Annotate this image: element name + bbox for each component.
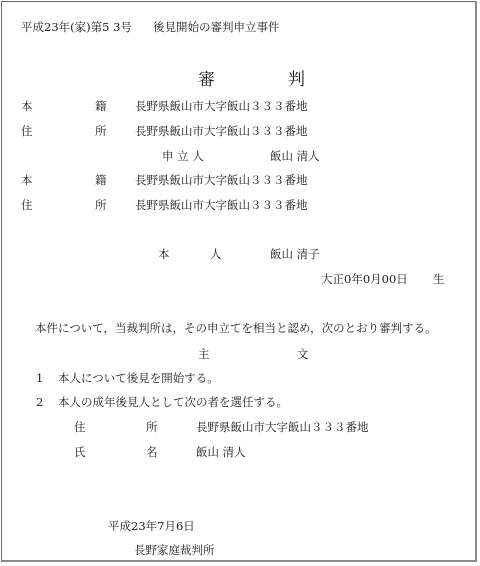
- item-text: 本人の成年後見人として次の者を選任する。: [58, 395, 288, 409]
- title-char-2: 判: [288, 70, 305, 90]
- item-text: 本人について後見を開始する。: [58, 371, 219, 385]
- principal-honseki-label-2: 籍: [95, 173, 107, 187]
- document-page: [1, 1, 477, 562]
- guardian-jusho-value: 長野県飯山市大字飯山３３３番地: [196, 420, 369, 434]
- applicant-jusho-label-2: 所: [95, 124, 107, 138]
- item-number: 2: [36, 395, 44, 409]
- applicant-honseki-label-2: 籍: [95, 99, 107, 113]
- principal-birthdate: 大正0年0月00日: [321, 272, 408, 286]
- principal-jusho-label-1: 住: [21, 198, 33, 212]
- case-name: 後見開始の審判申立事件: [153, 20, 280, 34]
- applicant-name: 飯山 清人: [270, 149, 320, 163]
- title-char-1: 審: [198, 70, 215, 90]
- applicant-honseki-label-1: 本: [21, 99, 33, 113]
- applicant-jusho-label-1: 住: [21, 124, 33, 138]
- applicant-honseki-value: 長野県飯山市大字飯山３３３番地: [135, 99, 308, 113]
- principal-jusho-value: 長野県飯山市大字飯山３３３番地: [135, 198, 308, 212]
- principal-name: 飯山 清子: [270, 247, 320, 261]
- applicant-jusho-value: 長野県飯山市大字飯山３３３番地: [135, 124, 308, 138]
- principal-jusho-label-2: 所: [95, 198, 107, 212]
- main-text-heading-char-2: 文: [297, 347, 309, 361]
- principal-role-1: 本: [158, 247, 170, 261]
- guardian-name: 飯山 清人: [196, 445, 246, 459]
- principal-role-2: 人: [210, 247, 222, 261]
- guardian-jusho-label-2: 所: [146, 420, 158, 434]
- court-name: 長野家庭裁判所: [134, 543, 215, 557]
- judgment-date: 平成23年7月6日: [108, 519, 195, 533]
- applicant-role: 申 立 人: [162, 149, 204, 163]
- principal-birth-suffix: 生: [433, 272, 445, 286]
- body-text: 本件について，当裁判所は，その申立てを相当と認め，次のとおり審判する。: [35, 321, 437, 335]
- main-text-heading-char-1: 主: [198, 347, 210, 361]
- guardian-jusho-label-1: 住: [74, 420, 86, 434]
- item-number: 1: [36, 371, 44, 385]
- guardian-name-label-2: 名: [146, 445, 158, 459]
- principal-honseki-value: 長野県飯山市大字飯山３３３番地: [135, 173, 308, 187]
- principal-honseki-label-1: 本: [21, 173, 33, 187]
- guardian-name-label-1: 氏: [74, 445, 86, 459]
- case-number: 平成23年(家)第5 3号: [21, 20, 132, 34]
